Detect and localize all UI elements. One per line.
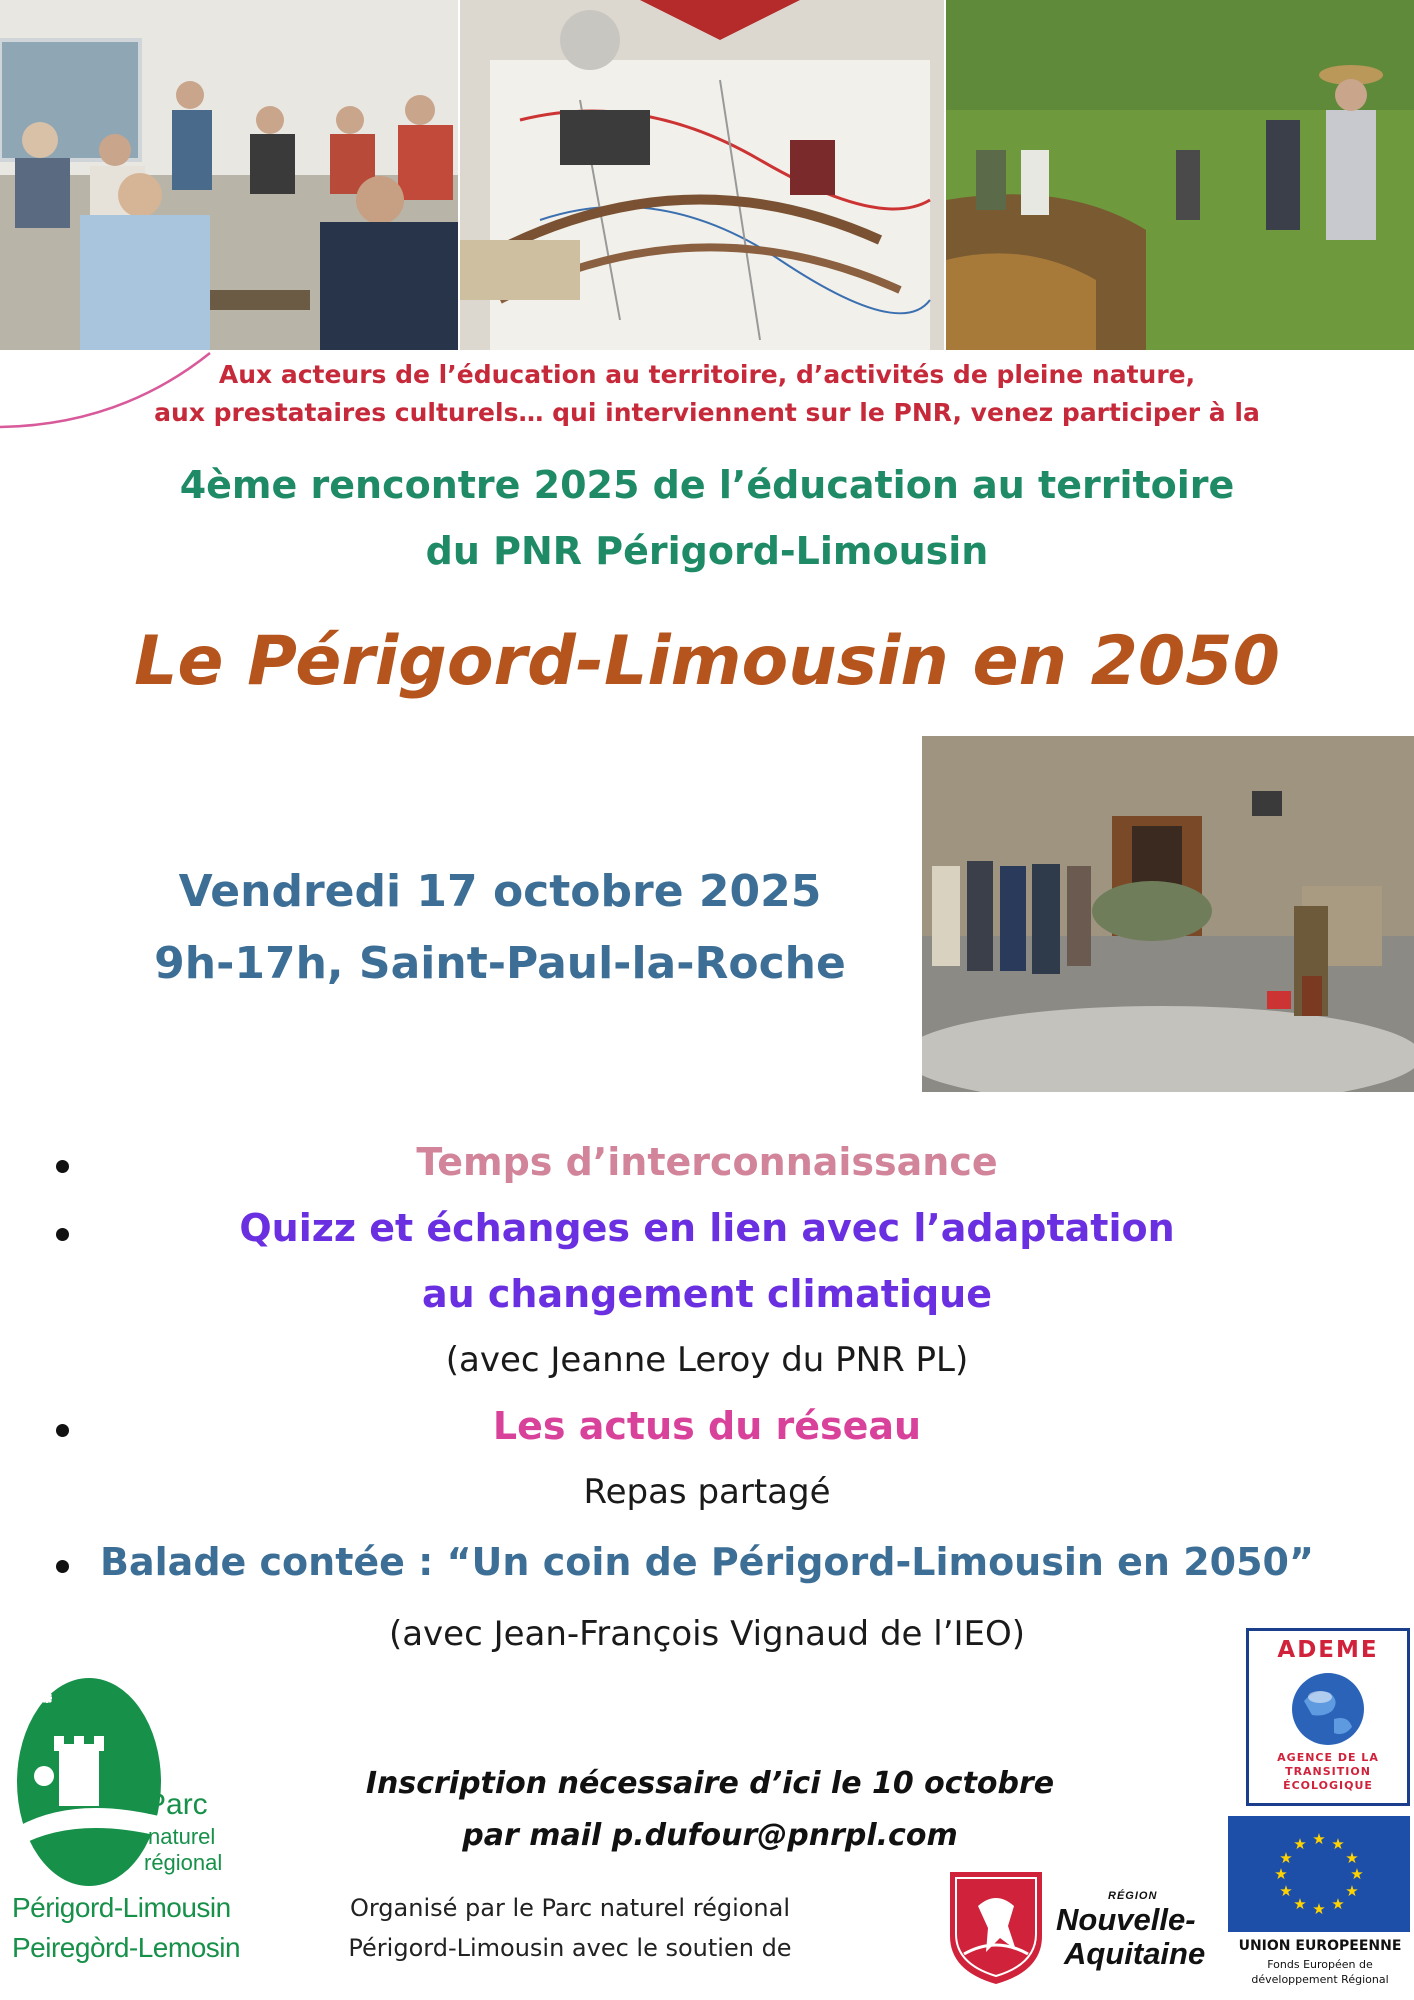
ademe-tagline-1: AGENCE DE LA xyxy=(1277,1751,1379,1764)
svg-text:★: ★ xyxy=(1331,1835,1345,1853)
event-date: Vendredi 17 octobre 2025 xyxy=(178,866,822,917)
program-item-interconnaissance: Temps d’interconnaissance xyxy=(416,1140,998,1184)
ademe-logo xyxy=(1246,1628,1410,1806)
registration-deadline: Inscription nécessaire d’ici le 10 octobre xyxy=(365,1766,1055,1801)
intro-line-1: Aux acteurs de l’éducation au territoire, d’activités de pleine nature, xyxy=(218,360,1196,389)
photo-field-visit xyxy=(946,0,1414,350)
pnr-name-oc: Peiregòrd-Lemosin xyxy=(12,1932,241,1963)
organiser-line-1: Organisé par le Parc naturel régional xyxy=(349,1894,791,1922)
ademe-tagline-2: TRANSITION xyxy=(1285,1765,1371,1778)
registration-block xyxy=(330,1758,1090,1862)
svg-text:★: ★ xyxy=(1279,1849,1293,1867)
photo-workshop-room xyxy=(0,0,458,350)
eu-flag-icon xyxy=(1228,1816,1410,1932)
ademe-name: ADEME xyxy=(1277,1637,1379,1663)
pnr-logo xyxy=(12,1676,242,1986)
eu-fund-line-2: développement Régional xyxy=(1251,1973,1389,1986)
rencontre-line-1: 4ème rencontre 2025 de l’éducation au territoire xyxy=(179,463,1235,507)
svg-text:★: ★ xyxy=(1331,1895,1345,1913)
pnr-word-parc: Parc xyxy=(146,1788,208,1821)
svg-text:★: ★ xyxy=(1312,1900,1326,1918)
registration-email[interactable]: par mail p.dufour@pnrpl.com xyxy=(462,1818,958,1853)
region-logo xyxy=(944,1866,1216,1990)
eu-fund-line-1: Fonds Européen de xyxy=(1267,1958,1373,1971)
event-title: Le Périgord-Limousin en 2050 xyxy=(134,622,1280,701)
ademe-globe-icon xyxy=(1290,1671,1366,1747)
program-item-balade: Balade contée : “Un coin de Périgord-Limousin en 2050” xyxy=(100,1540,1314,1584)
svg-text:★: ★ xyxy=(1293,1835,1307,1853)
program-item-quizz-line-1: Quizz et échanges en lien avec l’adaptation xyxy=(239,1206,1175,1250)
intro-line-2: aux prestataires culturels… qui interviennent sur le PNR, venez participer à la xyxy=(154,398,1260,427)
eu-logo xyxy=(1228,1816,1412,1996)
program-repas: Repas partagé xyxy=(583,1472,831,1512)
eu-name: UNION EUROPEENNE xyxy=(1238,1938,1402,1954)
svg-text:★: ★ xyxy=(1279,1882,1293,1900)
intro-text xyxy=(0,356,1414,432)
pnr-emblem-icon xyxy=(14,1676,164,1888)
rencontre-heading xyxy=(0,452,1414,584)
region-lion-shield-icon xyxy=(944,1866,1048,1986)
svg-text:★: ★ xyxy=(1274,1865,1288,1883)
region-name-2: Aquitaine xyxy=(1064,1936,1206,1971)
program-item-actus: Les actus du réseau xyxy=(492,1404,922,1448)
region-label-small: RÉGION xyxy=(1108,1890,1158,1902)
svg-text:★: ★ xyxy=(1350,1865,1364,1883)
svg-text:★: ★ xyxy=(1345,1882,1359,1900)
program-item-quizz-speaker: (avec Jeanne Leroy du PNR PL) xyxy=(445,1340,969,1380)
event-date-block xyxy=(140,856,860,1000)
organiser-line-2: Périgord-Limousin avec le soutien de xyxy=(348,1934,792,1962)
ademe-tagline-3: ÉCOLOGIQUE xyxy=(1283,1779,1373,1792)
rencontre-line-2: du PNR Périgord-Limousin xyxy=(425,529,989,573)
program-item-quizz-line-2: au changement climatique xyxy=(421,1272,993,1316)
svg-text:★: ★ xyxy=(1345,1849,1359,1867)
photo-map-table xyxy=(460,0,944,350)
program-item-balade-speaker: (avec Jean-François Vignaud de l’IEO) xyxy=(388,1614,1026,1654)
organiser-text xyxy=(300,1888,840,1968)
pnr-word-naturel: naturel xyxy=(148,1824,216,1849)
photo-stone-house-group xyxy=(922,736,1414,1092)
svg-text:★: ★ xyxy=(1312,1830,1326,1848)
event-time-place: 9h-17h, Saint-Paul-la-Roche xyxy=(154,938,846,989)
pnr-word-regional: régional xyxy=(144,1850,223,1875)
region-name-1: Nouvelle- xyxy=(1056,1902,1196,1937)
pnr-name-fr: Périgord-Limousin xyxy=(12,1892,231,1923)
svg-text:★: ★ xyxy=(1293,1895,1307,1913)
